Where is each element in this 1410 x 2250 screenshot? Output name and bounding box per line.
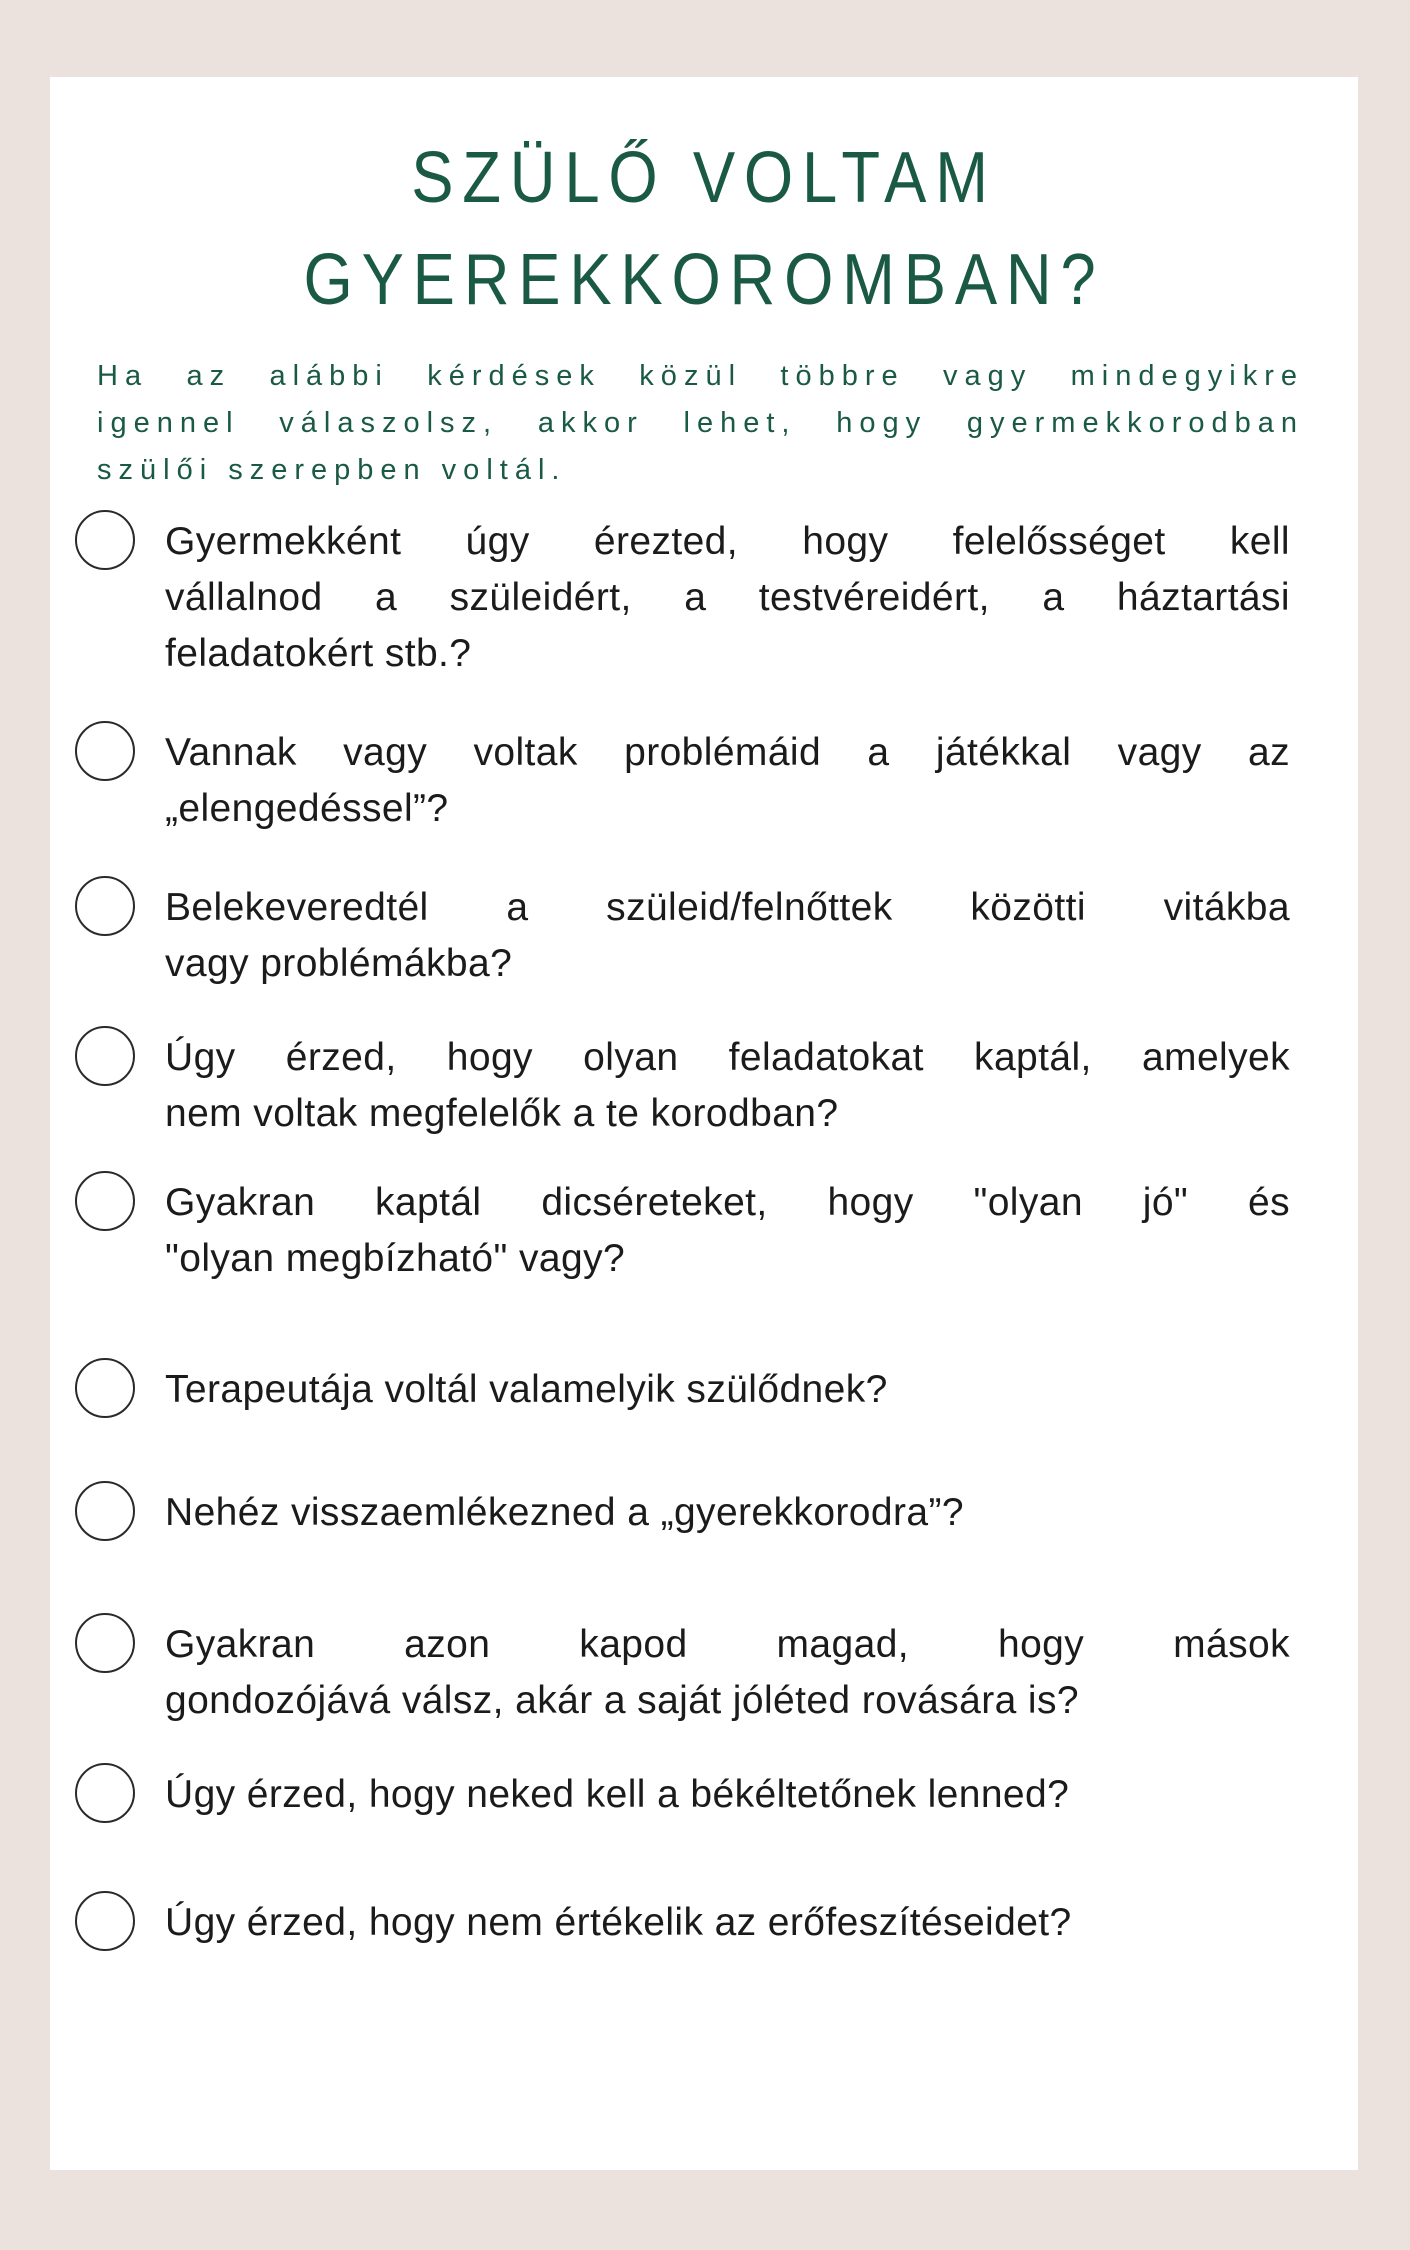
question-text <box>165 1030 1290 1142</box>
question-text <box>165 725 1290 837</box>
checklist-item <box>50 1767 1358 1823</box>
question-line: Gyakran kaptál dicséreteket, hogy "olyan jó" és <box>165 1181 1290 1224</box>
checklist-item <box>50 725 1358 837</box>
checkbox-circle[interactable] <box>75 1613 135 1673</box>
question-line: Nehéz visszaemlékezned a „gyerekkorodra”? <box>165 1491 964 1534</box>
checkbox-circle[interactable] <box>75 1481 135 1541</box>
intro-line: igennel válaszolsz, akkor lehet, hogy gyermekkorodban <box>97 407 1304 439</box>
question-text <box>165 1175 1290 1287</box>
question-line: Úgy érzed, hogy nem értékelik az erőfeszítéseidet? <box>165 1901 1072 1944</box>
question-text <box>165 1895 1290 1951</box>
question-line: Terapeutája voltál valamelyik szülődnek? <box>165 1368 888 1411</box>
page-title <box>128 127 1279 331</box>
checkbox-circle[interactable] <box>75 1026 135 1086</box>
question-text <box>165 1485 1290 1541</box>
checklist <box>50 514 1358 1951</box>
checklist-item <box>50 1175 1358 1287</box>
worksheet-card <box>50 77 1358 2170</box>
question-line: vagy problémákba? <box>165 942 513 985</box>
question-text <box>165 1767 1290 1823</box>
checklist-item <box>50 1485 1358 1541</box>
checkbox-circle[interactable] <box>75 721 135 781</box>
checkbox-circle[interactable] <box>75 1763 135 1823</box>
checkbox-circle[interactable] <box>75 1171 135 1231</box>
intro-line: Ha az alábbi kérdések közül többre vagy mindegyikre <box>97 360 1304 392</box>
question-line: Gyermekként úgy érezted, hogy felelősséget kell <box>165 520 1290 563</box>
checklist-item <box>50 1030 1358 1142</box>
checklist-item <box>50 880 1358 992</box>
question-line: Úgy érzed, hogy neked kell a békéltetőnek lenned? <box>165 1773 1070 1816</box>
question-line: Gyakran azon kapod magad, hogy mások <box>165 1623 1290 1666</box>
question-text <box>165 880 1290 992</box>
question-text <box>165 514 1290 682</box>
checkbox-circle[interactable] <box>75 1891 135 1951</box>
page-title-line: GYEREKKOROMBAN? <box>303 240 1105 320</box>
question-line: gondozójává válsz, akár a saját jóléted rovására is? <box>165 1679 1079 1722</box>
question-line: vállalnod a szüleidért, a testvéreidért, a háztartási <box>165 576 1290 619</box>
checkbox-circle[interactable] <box>75 876 135 936</box>
question-line: feladatokért stb.? <box>165 632 472 675</box>
question-line: „elengedéssel”? <box>165 787 449 830</box>
checklist-item <box>50 1617 1358 1729</box>
intro-line: szülői szerepben voltál. <box>97 454 567 486</box>
question-line: Belekeveredtél a szüleid/felnőttek közötti vitákba <box>165 886 1290 929</box>
question-line: Vannak vagy voltak problémáid a játékkal vagy az <box>165 731 1290 774</box>
question-line: Úgy érzed, hogy olyan feladatokat kaptál, amelyek <box>165 1036 1290 1079</box>
checkbox-circle[interactable] <box>75 510 135 570</box>
checklist-item <box>50 1895 1358 1951</box>
question-text <box>165 1362 1290 1418</box>
question-text <box>165 1617 1290 1729</box>
checklist-item <box>50 1362 1358 1418</box>
checkbox-circle[interactable] <box>75 1358 135 1418</box>
question-line: nem voltak megfelelők a te korodban? <box>165 1092 839 1135</box>
intro-paragraph <box>97 353 1304 494</box>
checklist-item <box>50 514 1358 682</box>
question-line: "olyan megbízható" vagy? <box>165 1237 626 1280</box>
page-title-line: SZÜLŐ VOLTAM <box>411 138 997 218</box>
